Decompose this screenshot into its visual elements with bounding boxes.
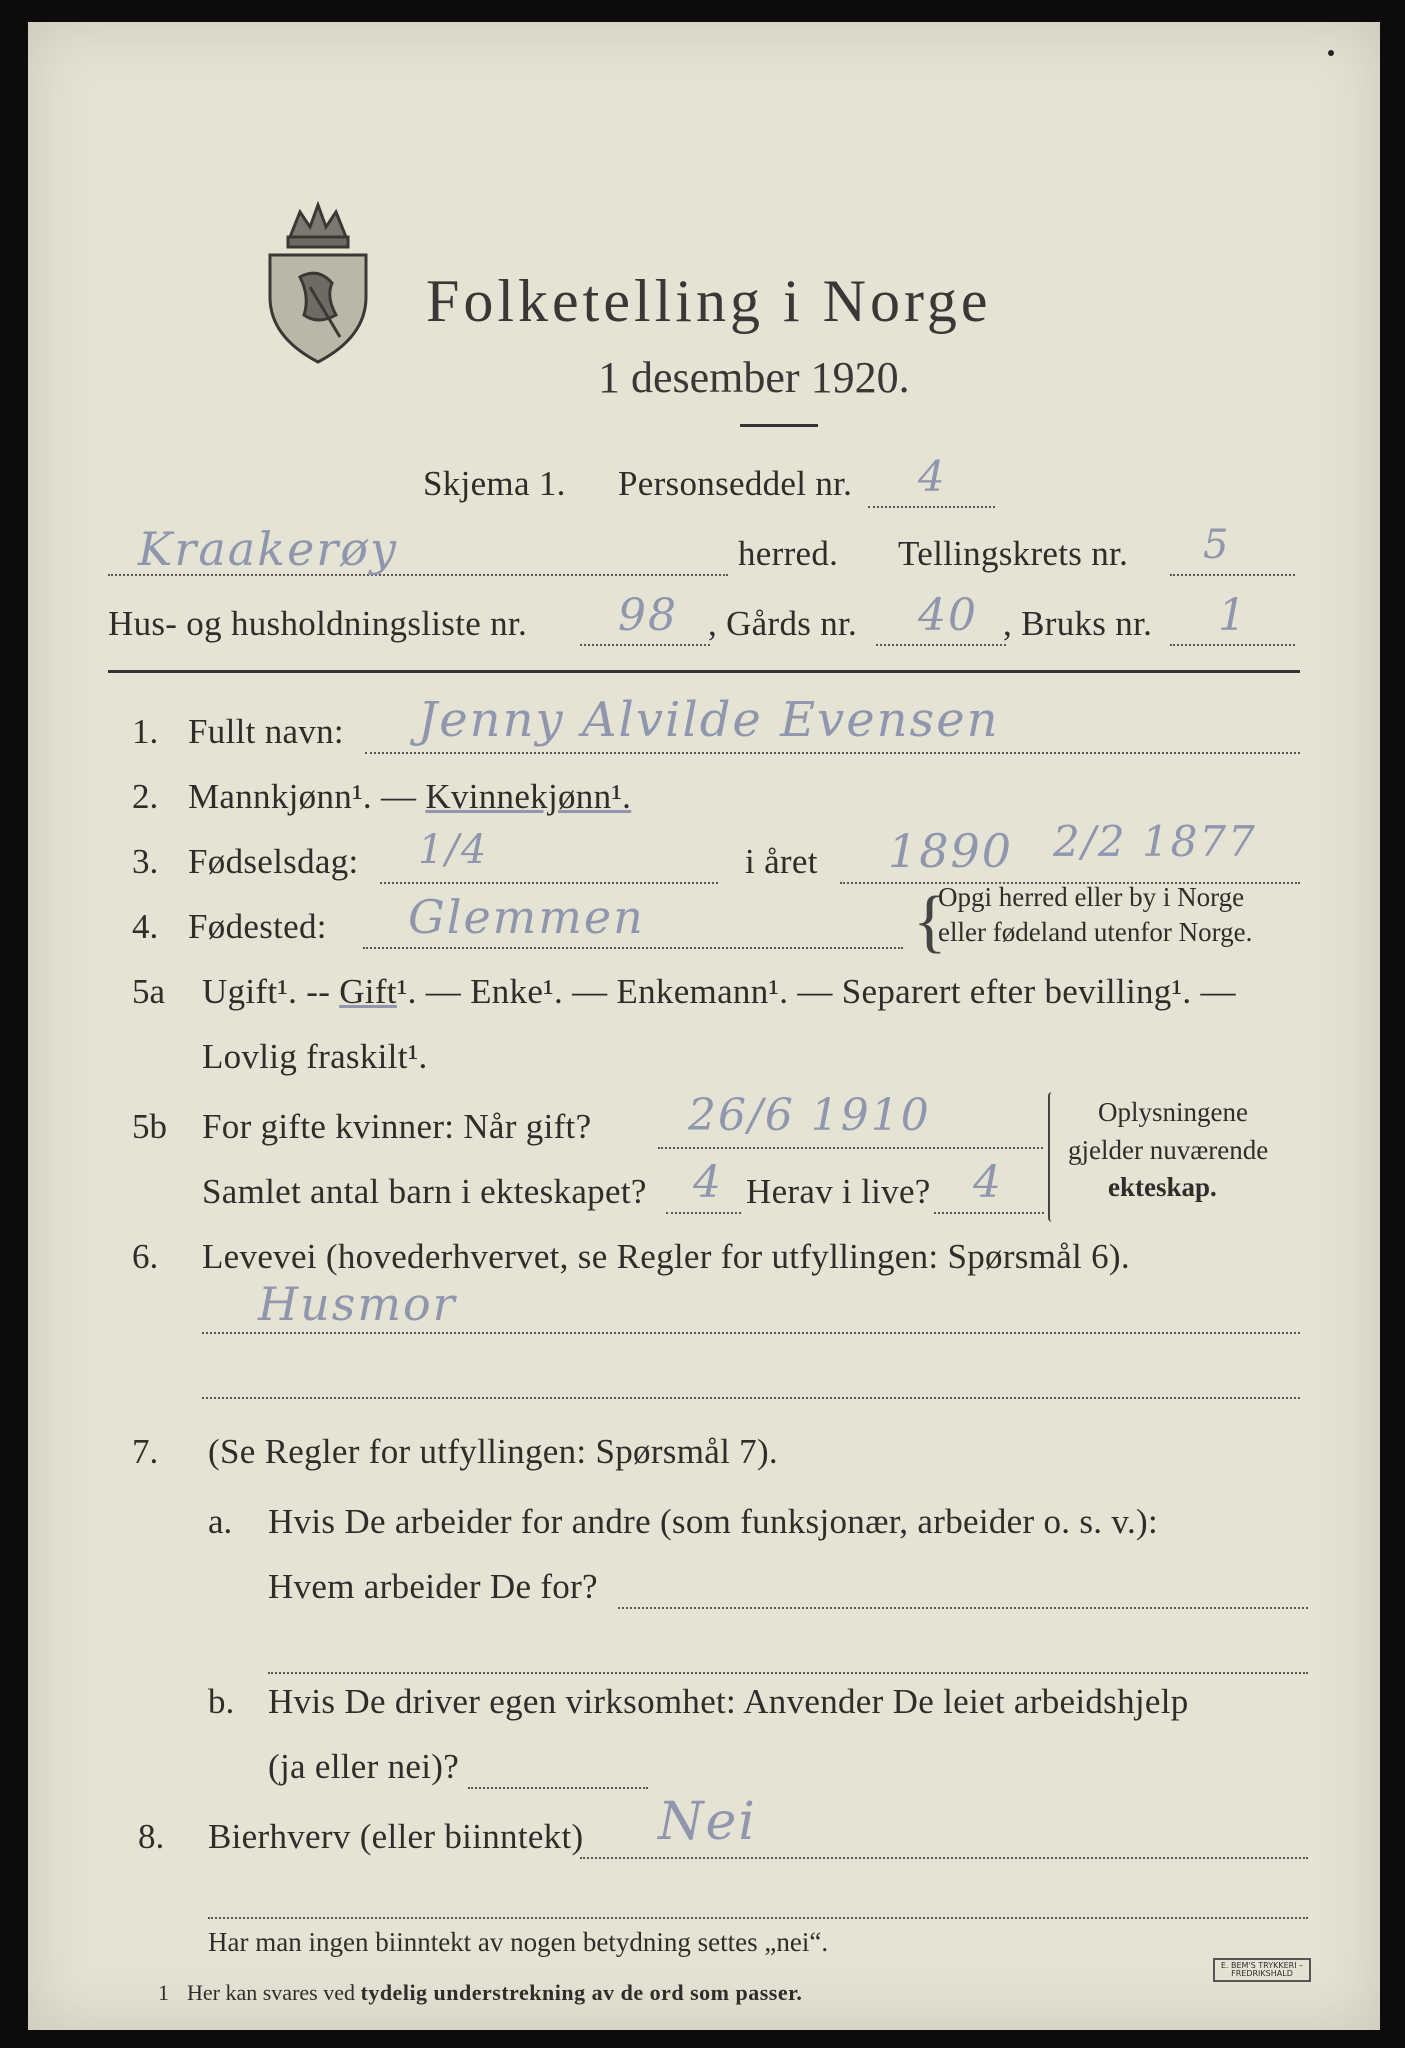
q5a-line2[interactable]: Lovlig fraskilt¹.	[202, 1037, 428, 1076]
q5a-ugift[interactable]: Ugift¹. --	[202, 972, 340, 1011]
skjema-label: Skjema 1.	[423, 464, 566, 503]
footnote-text-b: tydelig understrekning av de ord som passer.	[360, 1980, 803, 2005]
gards-value[interactable]: 40	[918, 590, 978, 641]
q1-number: 1.	[132, 712, 159, 751]
q5b-label-2: Samlet antal barn i ekteskapet?	[202, 1172, 647, 1211]
q5b-value-2[interactable]: 4	[693, 1157, 723, 1208]
q4-brace: {	[913, 883, 947, 960]
q7a-line-2	[268, 1672, 1308, 1674]
census-form-page	[28, 22, 1380, 2030]
q7b-line[interactable]	[468, 1787, 648, 1789]
q1-line	[365, 752, 1300, 754]
tellingskrets-label: Tellingskrets nr.	[898, 534, 1129, 573]
q7b-question: (ja eller nei)?	[268, 1747, 460, 1786]
footnote-mark: 1	[158, 1980, 169, 2005]
q3-extra-value[interactable]: 2/2 1877	[1053, 817, 1257, 866]
q5b-label-1: For gifte kvinner: Når gift?	[202, 1107, 592, 1146]
q5b-note-2: gjelder nuværende	[1068, 1135, 1269, 1165]
hus-label: Hus- og husholdningsliste nr.	[108, 604, 527, 643]
q4-number: 4.	[132, 907, 159, 946]
q5b-number: 5b	[132, 1107, 167, 1146]
q5b-value-1[interactable]: 26/6 1910	[688, 1090, 931, 1141]
form-date: 1 desember 1920.	[598, 353, 910, 402]
personseddel-line	[868, 506, 995, 508]
q5b-note-1: Oplysningene	[1098, 1097, 1248, 1127]
q6-line-2	[202, 1397, 1300, 1399]
q8-number: 8.	[138, 1817, 165, 1856]
q1-label: Fullt navn:	[188, 712, 344, 751]
footnote	[158, 1980, 802, 2006]
gards-line	[876, 644, 1006, 646]
q2-label	[188, 777, 631, 817]
form-title: Folketelling i Norge	[426, 268, 992, 334]
q8-value[interactable]: Nei	[658, 1792, 757, 1852]
title-divider	[740, 424, 818, 427]
q5b-line-1	[658, 1147, 1043, 1149]
q5a-line1	[202, 972, 1236, 1012]
q5b-note-3: ekteskap.	[1108, 1172, 1217, 1202]
q2-number: 2.	[132, 777, 159, 816]
printer-stamp	[1213, 1958, 1311, 1982]
q4-line	[363, 947, 903, 949]
bruks-line	[1170, 644, 1295, 646]
q6-line-1	[202, 1332, 1300, 1334]
q6-number: 6.	[132, 1237, 159, 1276]
q8-label: Bierhverv (eller biinntekt)	[208, 1817, 584, 1856]
q7-number: 7.	[132, 1432, 159, 1471]
q5b-value-3[interactable]: 4	[973, 1157, 1003, 1208]
bruks-label: , Bruks nr.	[1003, 604, 1153, 643]
q5b-line-2	[666, 1212, 741, 1214]
corner-mark	[1328, 50, 1334, 56]
coat-of-arms-icon	[260, 197, 376, 367]
q5b-line-3	[934, 1212, 1044, 1214]
q3-year-label: i året	[745, 842, 818, 881]
q8-line-2	[208, 1917, 1308, 1919]
q4-value[interactable]: Glemmen	[408, 890, 645, 944]
q7a-question: Hvem arbeider De for?	[268, 1567, 598, 1606]
gards-label: , Gårds nr.	[708, 604, 858, 643]
biinntekt-note: Har man ingen biinntekt av nogen betydning settes „nei“.	[208, 1927, 829, 1957]
footnote-text-a: Her kan svares ved	[187, 1980, 361, 2005]
tellingskrets-value[interactable]: 5	[1203, 522, 1231, 568]
q3-year-value[interactable]: 1890	[888, 824, 1014, 878]
bruks-value[interactable]: 1	[1218, 590, 1248, 641]
q3-value[interactable]: 1/4	[418, 827, 489, 873]
q7b-text: Hvis De driver egen virksomhet: Anvender De leiet arbeidshjelp	[268, 1682, 1189, 1721]
q6-value[interactable]: Husmor	[258, 1277, 457, 1331]
q4-label: Fødested:	[188, 907, 327, 946]
q7a-text: Hvis De arbeider for andre (som funksjonær, arbeider o. s. v.):	[268, 1502, 1158, 1541]
q3-number: 3.	[132, 842, 159, 881]
q2-kvinnekjonn[interactable]: Kvinnekjønn¹.	[425, 777, 632, 816]
q1-value[interactable]: Jenny Alvilde Evensen	[418, 692, 1000, 748]
personseddel-value[interactable]: 4	[918, 452, 947, 501]
q6-label: Levevei (hovederhvervet, se Regler for utfyllingen: Spørsmål 6).	[202, 1237, 1130, 1276]
q7-label: (Se Regler for utfyllingen: Spørsmål 7).	[208, 1432, 778, 1471]
personseddel-label: Personseddel nr.	[618, 464, 853, 503]
herred-value[interactable]: Kraakerøy	[138, 522, 398, 576]
q5a-gift[interactable]: Gift	[339, 972, 397, 1011]
q4-note-1: Opgi herred eller by i Norge	[938, 882, 1245, 912]
q5a-others[interactable]: ¹. — Enke¹. — Enkemann¹. — Separert efter bevilling¹. —	[396, 972, 1236, 1011]
q8-line-1	[580, 1857, 1308, 1859]
q5b-label-3: Herav i live?	[746, 1172, 931, 1211]
q3-label: Fødselsdag:	[188, 842, 359, 881]
header-divider	[108, 670, 1300, 673]
q4-note-2: eller fødeland utenfor Norge.	[938, 917, 1253, 947]
q7a-letter: a.	[208, 1502, 233, 1541]
hus-line	[580, 644, 710, 646]
herred-label: herred.	[738, 534, 839, 573]
q7b-letter: b.	[208, 1682, 235, 1721]
q7a-line-1	[618, 1607, 1308, 1609]
q5a-number: 5a	[132, 972, 166, 1011]
printer-stamp-text: E. BEM'S TRYKKERI – FREDRIKSHALD	[1220, 1961, 1304, 1978]
q3-line	[380, 882, 718, 884]
q2-mannkjonn[interactable]: Mannkjønn¹. —	[188, 777, 426, 816]
tellingskrets-line	[1170, 574, 1295, 576]
hus-value[interactable]: 98	[618, 590, 678, 641]
q5b-bracket	[1048, 1092, 1056, 1222]
